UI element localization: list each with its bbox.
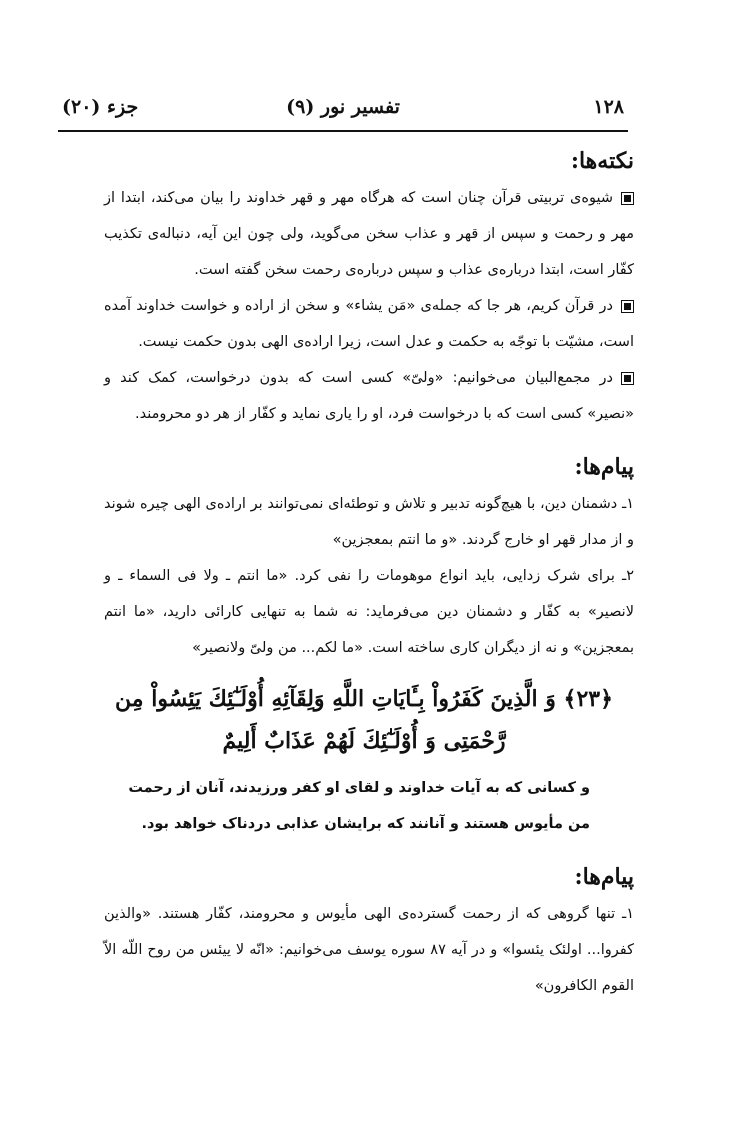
note-item <box>104 288 634 360</box>
quran-verse: ﴿۲۳﴾ وَ الَّذِينَ كَفَرُواْ بِـَٔايَاتِ اللَّهِ وَلِقَآئِهِ أُوْلَـٰٓئِكَ يَئِسُواْ مِن رَّحْمَتِى وَ أُوْلَـٰٓئِكَ لَهُمْ عَذَابٌ أَلِيمٌ <box>115 686 613 754</box>
messages-heading: پیام‌ها: <box>574 454 634 480</box>
messages-heading-2: پیام‌ها: <box>574 864 634 890</box>
verse-translation: و کسانی که به آیات خداوند و لقای او کفر ورزیدند، آنان از رحمت من مأیوس هستند و آنانند که برایشان عذابی دردناک خواهد بود. <box>128 780 590 832</box>
note-text: در مجمع‌البیان می‌خوانیم: «ولیّ» کسی است که بدون درخواست، کمک کند و «نصیر» کسی است که با درخواست فرد، او را یاری نماید و کفّار از هر دو محرومند. <box>104 370 634 422</box>
message-item: ۱ـ تنها گروهی که از رحمت گسترده‌ی الهی مأیوس و محرومند، کفّار هستند. «والذین کفروا... اولئک یئسوا» و در آیه ۸۷ سوره یوسف می‌خوانیم: «انّه لا ییئس من روح اللّه الاّ القوم الکافرون» <box>104 906 634 994</box>
running-header <box>62 96 624 126</box>
notes-heading: نکته‌ها: <box>570 148 634 174</box>
note-text: در قرآن کریم، هر جا که جمله‌ی «مَن یشاء» و سخن از اراده و خواست خداوند آمده است، مشیّت با توجّه به حکمت و عدل است، زیرا اراده‌ی الهی بدون حکمت نیست. <box>104 298 634 350</box>
note-item <box>104 360 634 432</box>
square-bullet-icon <box>621 300 634 313</box>
juz-label: جزء (۲۰) <box>62 96 139 118</box>
note-text: شیوه‌ی تربیتی قرآن چنان است که هرگاه مهر و قهر خداوند را بیان می‌کند، ابتدا از مهر و رحمت و سپس از قهر و عذاب سخن می‌گوید، ولی چون این آیه، دنباله‌ی تکذیب کفّار است، ابتدا درباره‌ی عذاب و سپس درباره‌ی رحمت سخن گفته است. <box>104 190 634 278</box>
message-item: ۲ـ برای شرک زدایی، باید انواع موهومات را نفی کرد. «ما انتم ـ ولا فی السماء ـ و لانصیر» به کفّار و دشمنان دین می‌فرماید: نه شما به تنهایی کارائی دارید، «ما انتم بمعجزین» و نه از دیگران کاری ساخته است. «ما لکم... من ولیّ ولانصیر» <box>104 568 634 656</box>
note-item <box>104 180 634 288</box>
page-number: ۱۲۸ <box>593 96 624 118</box>
message-item: ۱ـ دشمنان دین، با هیچ‌گونه تدبیر و تلاش و توطئه‌ای نمی‌توانند بر اراده‌ی الهی چیره شوند و از مدار قهر او خارج گردند. «و ما انتم بمعجزین» <box>104 496 634 548</box>
header-rule <box>58 130 628 132</box>
book-title: تفسیر نور (۹) <box>286 96 400 118</box>
square-bullet-icon <box>621 372 634 385</box>
square-bullet-icon <box>621 192 634 205</box>
